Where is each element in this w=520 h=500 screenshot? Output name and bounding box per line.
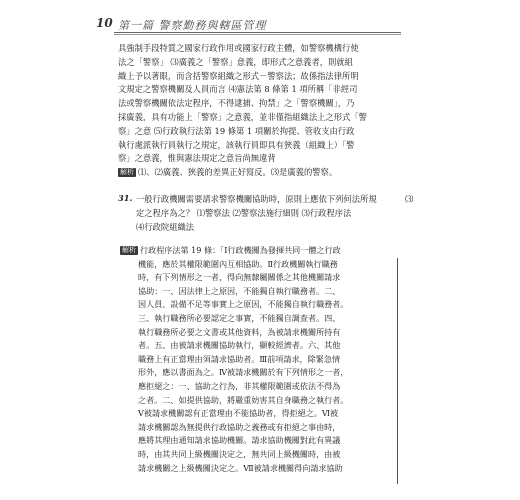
explanation-line: 請求機關認為無提供行政協助之義務或有拒絕之事由時， [138, 421, 341, 432]
explanation-text: ⑴、⑵廣義、狹義的差異正好寫反。⑶是廣義的警察。 [138, 167, 338, 178]
page-number: 10 [96, 16, 113, 30]
question-number: 31. [118, 193, 133, 203]
explanation-line: 職務上有正當理由須請求協助者。Ⅲ前項請求，除緊急情 [138, 353, 341, 364]
explanation-line: 者。五、由被請求機關協助執行，顯較經濟者。六、其他 [138, 340, 341, 351]
explanation-line: 三、執行職務所必要認定之事實，不能獨自調查者。四、 [138, 312, 341, 323]
paragraph-continued [118, 42, 408, 180]
explanation-line: 因人員、設備不足等事實上之原因，不能獨自執行職務者。 [138, 299, 349, 310]
explanation-line: 解析 行政程序法第 19 條：「Ⅰ行政機關為發揮共同一體之行政 [122, 245, 341, 255]
explanation-line: 協助：一、因法律上之原因，不能獨自執行職務者。二、 [138, 285, 341, 296]
explanation-badge: 解析 [122, 246, 136, 254]
running-title: 第一篇 警察勤務與轄區管理 [118, 19, 267, 32]
explanation-line: 時，有下列情形之一者，得向無隸屬關係之其他機關請求 [138, 272, 341, 283]
explanation-line: 時，由其共同上級機關決定之，無共同上級機關時，由被 [138, 448, 341, 459]
explanation-line: 之者。二、如提供協助，將嚴重妨害其自身職務之執行者。 [138, 394, 349, 405]
header-rule-secondary [114, 34, 401, 35]
answer-explanation-2 [120, 244, 396, 475]
explanation-badge: 解析 [120, 168, 134, 177]
right-column-rule [397, 258, 398, 484]
text-line: 執行處派執行員執行之規定，該執行員即具有狹義（組織上）「警 [118, 139, 355, 150]
text-line: 採廣義，具有功能上「警察」之意義，並非僅指組織法上之形式「警 [118, 111, 367, 122]
question-line: ⑷行政院組織法 [136, 221, 195, 232]
text-line: 文規定之警察機關及人員而言 ⑷憲法第 8 條第 1 項所稱「非經司 [118, 84, 358, 95]
text-line: 察」之意 ⑸行政執行法第 19 條第 1 項關於拘提、管收支由行政 [118, 125, 355, 136]
question-line: 一般行政機關需要請求警察機關協助時，原則上應依下列何法所規 [136, 194, 377, 204]
header-rule [114, 32, 401, 33]
explanation-line: 執行職務所必要之文書或其他資料，為被請求機關所持有 [138, 326, 341, 337]
explanation-line: 應拒絕之：一、協助之行為，非其權限範圍或依法不得為 [138, 380, 341, 391]
text-line: 法或警察機關依法定程序，不得逮捕、拘禁」之「警察機關」，乃 [118, 98, 355, 109]
text-line: 察」之意義，惟與憲法規定之意旨尚無違背 [118, 153, 276, 164]
explanation-line: 請求機關之上級機關決定之。Ⅶ被請求機關得向請求協助 [138, 462, 343, 473]
text-line: 法之「警察」 ⑶廣義之「警察」意義，即形式之意義者，則就組 [118, 56, 353, 67]
text-line: 具強制手段特質之國家行政作用或國家行政主體，如警察機構行使 [118, 43, 359, 53]
explanation-line: 機能，應於其權限範圍內互相協助。Ⅱ行政機關執行職務 [138, 258, 338, 269]
explanation-line: 應將其理由通知請求協助機關。請求協助機關對此有異議 [138, 435, 341, 446]
answer-explanation-1 [118, 166, 408, 180]
question-line: 定之程序為之？ ⑴警察法 ⑵警察法施行細則 ⑶行政程序法 [136, 207, 352, 218]
explanation-line: 形外，應以書面為之。Ⅳ被請求機關於有下列情形之一者， [138, 367, 349, 378]
question-31 [136, 193, 404, 234]
explanation-line: Ⅴ被請求機關認有正當理由不能協助者，得拒絕之。Ⅵ被 [138, 408, 339, 419]
text-line: 織上予以著眼，而含括警察組織之形式－警察法；故係指法律所明 [118, 70, 359, 81]
answer-key: ⑶ [405, 194, 414, 204]
page-header [96, 14, 401, 36]
